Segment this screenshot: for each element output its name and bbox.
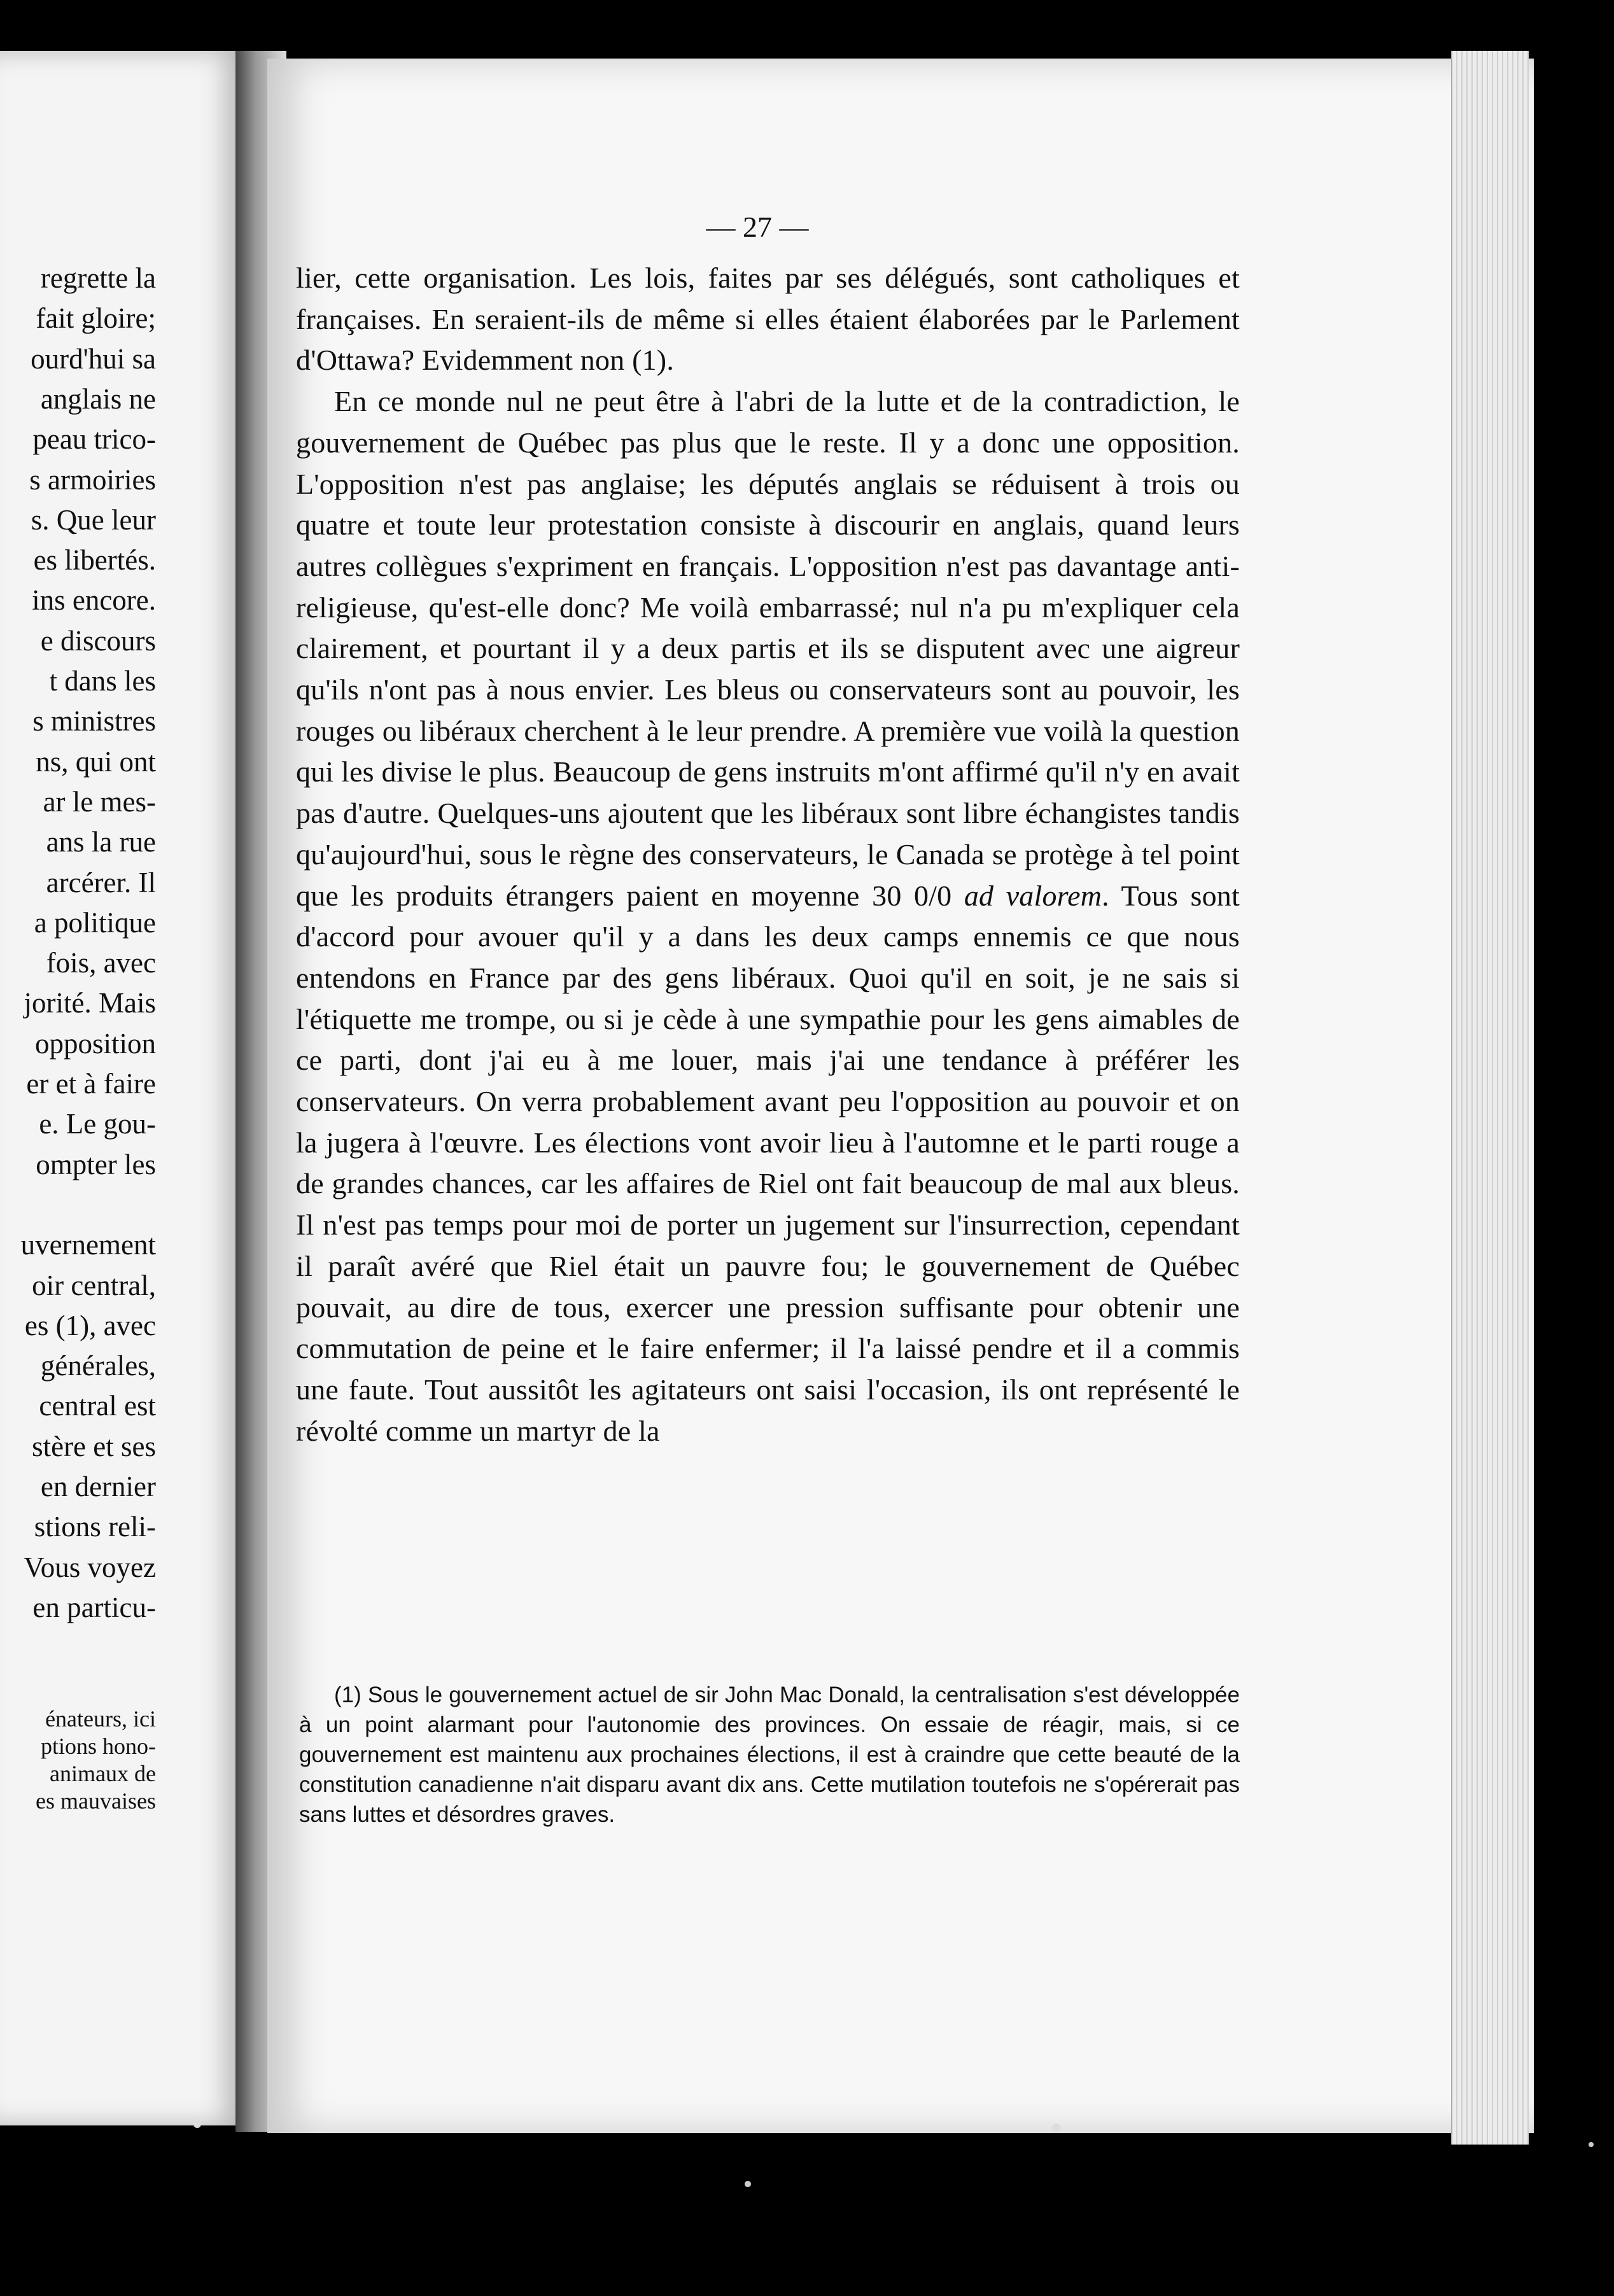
left-page-line: e discours xyxy=(40,624,156,657)
left-page-line: s. Que leur xyxy=(31,503,156,536)
left-page-footnote-line: énateurs, ici xyxy=(45,1706,156,1732)
left-page-line: arcérer. Il xyxy=(46,866,156,899)
left-page-line: en particu- xyxy=(32,1591,156,1623)
left-page-line: ar le mes- xyxy=(43,785,156,818)
left-page-line: opposition xyxy=(34,1027,156,1060)
left-page-line: ourd'hui sa xyxy=(31,342,156,375)
left-page-line: s armoiries xyxy=(29,463,156,496)
footnote-text: (1) Sous le gouvernement actuel de sir John Mac Donald, la centralisation s'est développée à un point alarmant pour l'autonomie des provinces. On essaie de réagir, mais, si ce gouvernement est maintenu aux prochaines élections, il est à craindre que cette beauté de la constitution canadienne n'ait disparu avant dix ans. Cette mutilation toutefois ne s'opérerait pas sans luttes et désordres graves. xyxy=(299,1683,1240,1827)
left-page-line: générales, xyxy=(40,1350,156,1382)
left-page-footnote-line: ptions hono- xyxy=(40,1733,156,1759)
left-page-line: fait gloire; xyxy=(36,302,156,335)
left-page-line: oir central, xyxy=(32,1269,156,1301)
left-page-line: ans la rue xyxy=(46,826,156,858)
left-page-line: anglais ne xyxy=(40,382,156,415)
left-page-line: en dernier xyxy=(40,1471,156,1502)
paragraph-2-text: En ce monde nul ne peut être à l'abri de la lutte et de la contradiction, le gouvernement de Québec pas plus que le reste. Il y a donc une opposition. L'opposition n'est pas anglaise; les députés anglais se réduisent à trois ou quatre et toute leur protestation consiste à discourir en anglais, quand leurs autres collègues s'expriment en français. L'opposition n'est pas davantage anti-religieuse, qu'est-elle donc? Me voilà embarrassé; nul n'a pu m'expliquer cela clairement, et pourtant il y a deux partis et ils se disputent avec une aigreur qu'ils n'ont pas à nous envier. Les bleus ou conservateurs sont au pouvoir, les rouges ou libéraux cherchent à le leur prendre. A première vue voilà la question qui les divise le plus. Beaucoup de gens instruits m'ont affirmé qu'il n'y en avait pas d'autre. Quelques-uns ajoutent que les libéraux sont libre échangistes tandis qu'aujourd'hui, sous le règne des conservateurs, le Canada se protège à tel point que les produits étrangers paient en moyenne 30 0/0 xyxy=(296,385,1240,912)
paragraph-1: lier, cette organisation. Les lois, faites par ses délégués, sont catholiques et françaises. En seraient-ils de même si elles étaient élaborées par le Parlement d'Ottawa? Evidemment non (1). xyxy=(296,262,1240,377)
left-page-line: fois, avec xyxy=(46,947,156,979)
left-page-line: stère et ses xyxy=(32,1430,156,1462)
paragraph-2-italic: ad valorem xyxy=(964,879,1102,912)
page-number: — 27 — xyxy=(706,211,809,243)
left-page-line: uvernement xyxy=(20,1229,156,1261)
left-page-line: e. Le gou- xyxy=(39,1108,156,1140)
left-page-line: ns, qui ont xyxy=(36,745,156,778)
left-page-footnote-line: es mauvaises xyxy=(36,1788,156,1814)
left-page-line: jorité. Mais xyxy=(24,987,156,1019)
left-page-line: er et à faire xyxy=(26,1068,156,1100)
left-page-line: peau trico- xyxy=(32,423,156,456)
left-page-line: regrette la xyxy=(40,262,156,294)
left-page-line: a politique xyxy=(34,906,156,939)
left-page-line: ompter les xyxy=(36,1148,156,1180)
left-page-line: s ministres xyxy=(32,705,156,738)
paragraph-2-text-cont: . Tous sont d'accord pour avouer qu'il y a dans les deux camps ennemis ce que nous entendons en France par des gens libéraux. Quoi qu'il en soit, je ne sais si l'étiquette me trompe, ou si je cède à une sympathie pour les gens aimables de ce parti, dont j'ai eu à me louer, mais j'ai une tendance à préférer les conservateurs. On verra probablement avant peu l'opposition au pouvoir et on la jugera à l'œuvre. Les élections vont avoir lieu à l'automne et le parti rouge a de grandes chances, car les affaires de Riel ont fait beaucoup de mal aux bleus. Il n'est pas temps pour moi de porter un jugement sur l'insurrection, cependant il paraît avéré que Riel était un pauvre fou; le gouvernement de Québec pouvait, au dire de tous, exercer une pression suffisante pour obtenir une commutation de peine et le faire enfermer; il l'a laissé pendre et il a commis une faute. Tout aussitôt les agitateurs ont saisi l'occasion, ils ont représenté le révolté comme un martyr de la xyxy=(296,879,1240,1447)
left-page-line: central est xyxy=(39,1390,156,1422)
left-page-line: es libertés. xyxy=(33,544,156,577)
left-page-line: es (1), avec xyxy=(24,1309,156,1341)
left-page-footnote-line: animaux de xyxy=(50,1761,156,1786)
left-page-line: t dans les xyxy=(49,665,156,697)
left-page-line: Vous voyez xyxy=(24,1551,156,1583)
left-page-line: stions reli- xyxy=(34,1511,156,1543)
left-page-line: ins encore. xyxy=(32,584,156,617)
